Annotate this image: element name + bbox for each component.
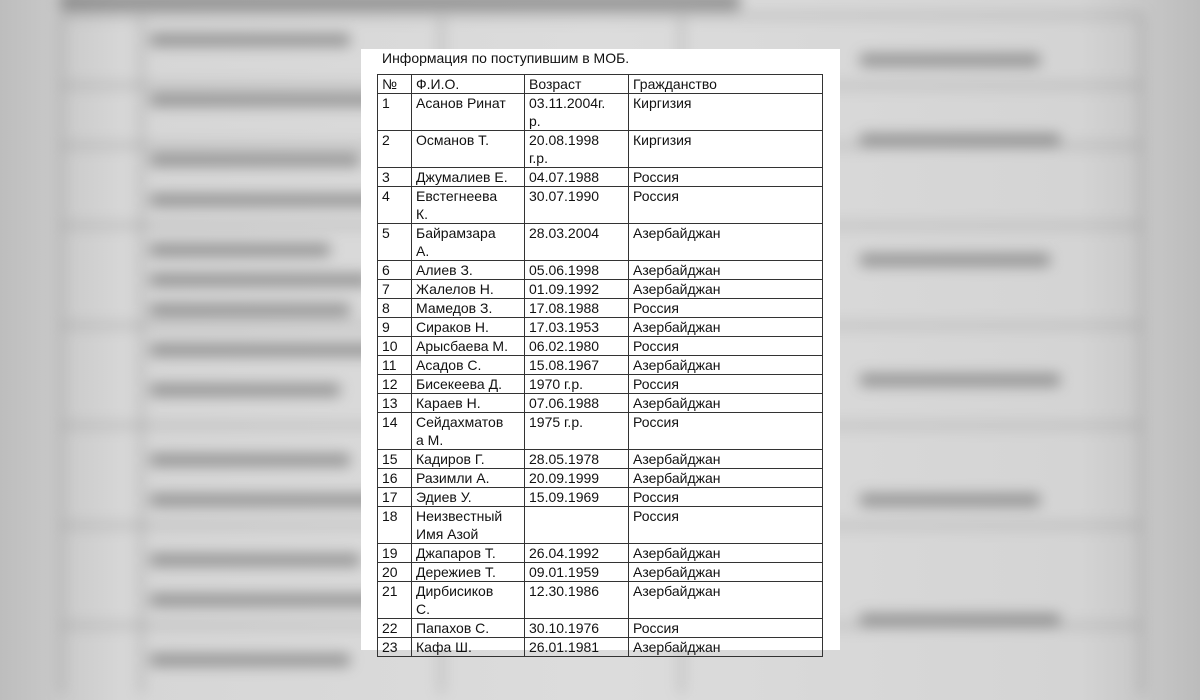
table-row	[378, 131, 823, 168]
blur-bar	[150, 154, 360, 166]
cell-age: 30.07.1990	[525, 187, 629, 224]
table-row	[378, 337, 823, 356]
cell-citizenship: Россия	[629, 187, 823, 224]
cell-number: 7	[378, 280, 412, 299]
blur-bar	[860, 254, 1050, 266]
cell-age: 07.06.1988	[525, 394, 629, 413]
cell-citizenship: Азербайджан	[629, 450, 823, 469]
table-row	[378, 544, 823, 563]
blur-bar	[860, 614, 1060, 626]
intake-table	[377, 74, 823, 657]
column-header-age: Возраст	[525, 75, 629, 94]
blur-bar	[150, 304, 350, 316]
cell-number: 11	[378, 356, 412, 375]
blur-bar	[860, 374, 1060, 386]
blur-bar	[150, 384, 340, 396]
cell-age: 15.09.1969	[525, 488, 629, 507]
document-title: Информация по поступившим в МОБ.	[382, 50, 630, 66]
cell-citizenship: Россия	[629, 488, 823, 507]
cell-age	[525, 507, 629, 544]
cell-name: Асадов С.	[412, 356, 525, 375]
cell-age: 09.01.1959	[525, 563, 629, 582]
cell-number: 21	[378, 582, 412, 619]
blur-bar	[150, 454, 350, 466]
blur-bar	[150, 94, 380, 106]
cell-name: Караев Н.	[412, 394, 525, 413]
cell-age: 28.03.2004	[525, 224, 629, 261]
cell-name: Арысбаева М.	[412, 337, 525, 356]
cell-age: 04.07.1988	[525, 168, 629, 187]
blur-bar	[60, 0, 740, 10]
cell-age: 28.05.1978	[525, 450, 629, 469]
cell-name: Евстегнеева К.	[412, 187, 525, 224]
cell-age: 30.10.1976	[525, 619, 629, 638]
cell-number: 5	[378, 224, 412, 261]
cell-citizenship: Россия	[629, 337, 823, 356]
cell-age: 05.06.1998	[525, 261, 629, 280]
cell-citizenship: Азербайджан	[629, 318, 823, 337]
cell-number: 16	[378, 469, 412, 488]
table-row	[378, 638, 823, 657]
cell-age: 06.02.1980	[525, 337, 629, 356]
cell-name: Сираков Н.	[412, 318, 525, 337]
column-header-citizenship: Гражданство	[629, 75, 823, 94]
cell-name: Байрамзара А.	[412, 224, 525, 261]
table-row	[378, 394, 823, 413]
table-row	[378, 413, 823, 450]
table-row	[378, 318, 823, 337]
table-row	[378, 280, 823, 299]
table-row	[378, 261, 823, 280]
cell-citizenship: Азербайджан	[629, 563, 823, 582]
cell-name: Мамедов З.	[412, 299, 525, 318]
cell-number: 18	[378, 507, 412, 544]
blur-bar	[860, 134, 1060, 146]
table-row	[378, 356, 823, 375]
table-row	[378, 488, 823, 507]
blur-bar	[150, 34, 350, 46]
cell-number: 6	[378, 261, 412, 280]
table-row	[378, 94, 823, 131]
table-row	[378, 469, 823, 488]
cell-citizenship: Россия	[629, 299, 823, 318]
table-container	[377, 74, 823, 657]
cell-name: Дережиев Т.	[412, 563, 525, 582]
cell-age: 26.04.1992	[525, 544, 629, 563]
table-row	[378, 582, 823, 619]
cell-name: Османов Т.	[412, 131, 525, 168]
cell-age: 17.08.1988	[525, 299, 629, 318]
cell-number: 3	[378, 168, 412, 187]
blur-bar	[150, 494, 380, 506]
table-row	[378, 168, 823, 187]
cell-number: 4	[378, 187, 412, 224]
cell-citizenship: Азербайджан	[629, 394, 823, 413]
cell-age: 03.11.2004г. р.	[525, 94, 629, 131]
cell-citizenship: Киргизия	[629, 94, 823, 131]
blur-line	[60, 14, 1140, 17]
cell-name: Асанов Ринат	[412, 94, 525, 131]
blur-bar	[150, 344, 390, 356]
cell-name: Кадиров Г.	[412, 450, 525, 469]
cell-name: Сейдахматов а М.	[412, 413, 525, 450]
cell-name: Бисекеева Д.	[412, 375, 525, 394]
table-row	[378, 375, 823, 394]
cell-number: 22	[378, 619, 412, 638]
cell-age: 12.30.1986	[525, 582, 629, 619]
cell-name: Жалелов Н.	[412, 280, 525, 299]
cell-number: 1	[378, 94, 412, 131]
cell-citizenship: Киргизия	[629, 131, 823, 168]
cell-name: Джумалиев Е.	[412, 168, 525, 187]
cell-citizenship: Азербайджан	[629, 224, 823, 261]
cell-citizenship: Россия	[629, 413, 823, 450]
table-row	[378, 507, 823, 544]
blur-bar	[150, 244, 330, 256]
blur-vline	[1140, 14, 1143, 694]
document-page	[361, 49, 840, 655]
cell-name: Кафа Ш.	[412, 638, 525, 657]
cell-number: 14	[378, 413, 412, 450]
cell-age: 20.09.1999	[525, 469, 629, 488]
cell-citizenship: Азербайджан	[629, 356, 823, 375]
cell-citizenship: Азербайджан	[629, 544, 823, 563]
blur-bar	[150, 594, 390, 606]
cell-number: 10	[378, 337, 412, 356]
cell-name: Джапаров Т.	[412, 544, 525, 563]
table-row	[378, 187, 823, 224]
cell-name: Эдиев У.	[412, 488, 525, 507]
blur-bar	[150, 274, 370, 286]
cell-name: Папахов С.	[412, 619, 525, 638]
cell-age: 1975 г.р.	[525, 413, 629, 450]
table-header-row	[378, 75, 823, 94]
blur-bar	[860, 54, 1040, 66]
table-row	[378, 563, 823, 582]
cell-citizenship: Азербайджан	[629, 582, 823, 619]
blur-vline	[140, 14, 143, 694]
cell-citizenship: Азербайджан	[629, 469, 823, 488]
blur-bar	[150, 554, 360, 566]
blur-vline	[60, 14, 63, 694]
cell-number: 12	[378, 375, 412, 394]
cell-citizenship: Россия	[629, 507, 823, 544]
cell-name: Разимли А.	[412, 469, 525, 488]
cell-citizenship: Азербайджан	[629, 638, 823, 657]
blur-bar	[860, 494, 1040, 506]
column-header-number: №	[378, 75, 412, 94]
cell-citizenship: Азербайджан	[629, 261, 823, 280]
cell-age: 15.08.1967	[525, 356, 629, 375]
cell-name: Неизвестный Имя Азой	[412, 507, 525, 544]
table-row	[378, 299, 823, 318]
cell-citizenship: Россия	[629, 168, 823, 187]
table-row	[378, 619, 823, 638]
cell-age: 26.01.1981	[525, 638, 629, 657]
cell-number: 2	[378, 131, 412, 168]
cell-number: 17	[378, 488, 412, 507]
cell-number: 15	[378, 450, 412, 469]
cell-number: 13	[378, 394, 412, 413]
cell-age: 17.03.1953	[525, 318, 629, 337]
cell-age: 1970 г.р.	[525, 375, 629, 394]
column-header-name: Ф.И.О.	[412, 75, 525, 94]
cell-name: Дирбисиков С.	[412, 582, 525, 619]
table-row	[378, 224, 823, 261]
cell-name: Алиев З.	[412, 261, 525, 280]
cell-number: 20	[378, 563, 412, 582]
cell-age: 20.08.1998 г.р.	[525, 131, 629, 168]
cell-citizenship: Россия	[629, 375, 823, 394]
blur-bar	[150, 654, 350, 666]
cell-citizenship: Азербайджан	[629, 280, 823, 299]
cell-age: 01.09.1992	[525, 280, 629, 299]
cell-number: 19	[378, 544, 412, 563]
cell-number: 8	[378, 299, 412, 318]
cell-number: 9	[378, 318, 412, 337]
cell-citizenship: Россия	[629, 619, 823, 638]
table-row	[378, 450, 823, 469]
cell-number: 23	[378, 638, 412, 657]
